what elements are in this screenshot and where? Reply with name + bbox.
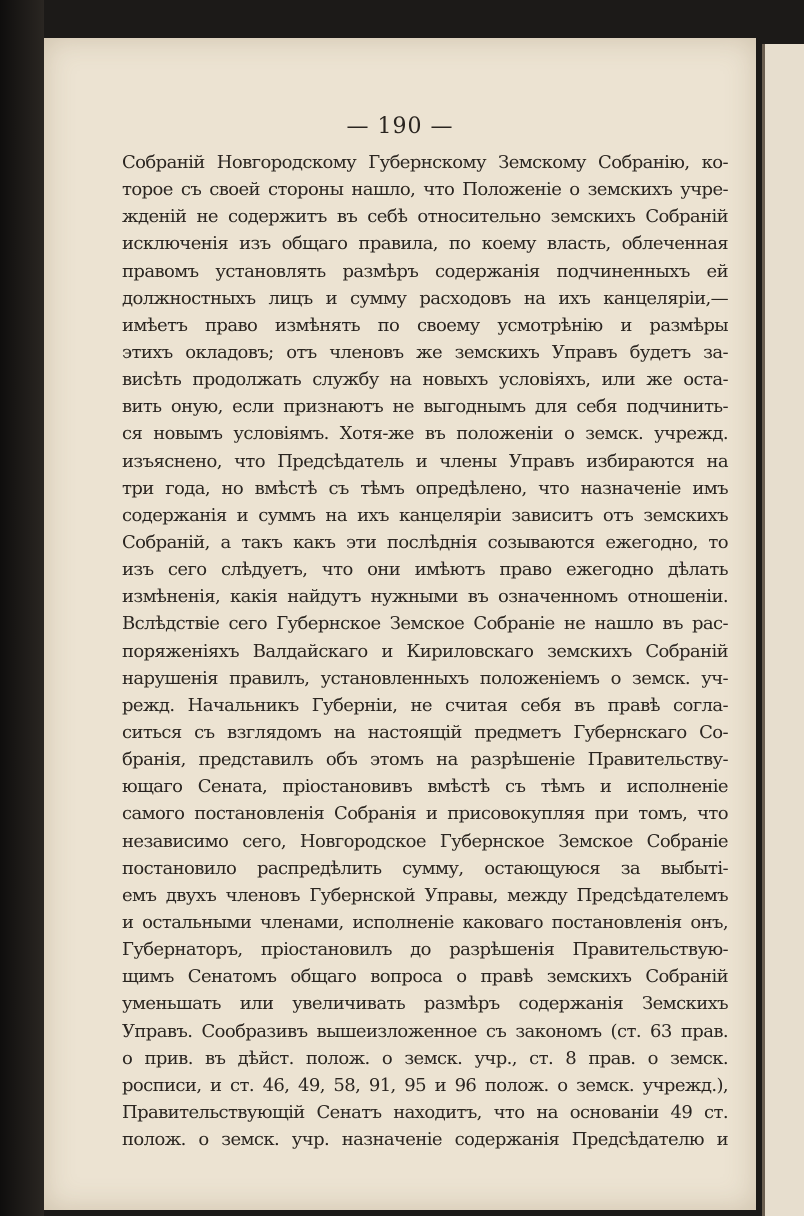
text-line: Правительствующій Сенатъ находитъ, что на основаніи 49 ст. [122,1101,728,1123]
text-line: Управъ. Сообразивъ вышеизложенное съ закономъ (ст. 63 прав. [122,1020,728,1042]
text-line: ющаго Сената, пріостановивъ вмѣстѣ съ тѣмъ и исполненіе [122,776,728,798]
text-line: торое съ своей стороны нашло, что Положеніе о земскихъ учре- [122,179,728,201]
text-line: режд. Начальникъ Губерніи, не считая себя въ правѣ согла- [122,694,728,716]
text-line: Собраній, а такъ какъ эти послѣднія созываются ежегодно, то [122,531,728,553]
text-line: уменьшать или увеличивать размѣръ содержанія Земскихъ [122,993,728,1015]
text-line: содержанія и суммъ на ихъ канцеляріи зависитъ отъ земскихъ [122,504,728,526]
adjacent-page-edge [762,44,804,1216]
text-line: должностныхъ лицъ и сумму расходовъ на ихъ канцеляріи,— [122,287,728,309]
page-number: — 190 — [346,114,454,139]
text-line: Вслѣдствіе сего Губернское Земское Собраніе не нашло въ рас- [122,613,728,635]
text-line: поряженіяхъ Валдайскаго и Кириловскаго земскихъ Собраній [122,640,728,662]
text-line: и остальными членами, исполненіе каковаго постановленія онъ, [122,911,728,933]
text-line: самого постановленія Собранія и присовокупляя при томъ, что [122,803,728,825]
text-line: изъ сего слѣдуетъ, что они имѣютъ право ежегодно дѣлать [122,559,728,581]
text-line: Губернаторъ, пріостановилъ до разрѣшенія Правительствую- [122,939,728,961]
text-line: висѣть продолжать службу на новыхъ условіяхъ, или же оста- [122,369,728,391]
text-line: Собраній Новгородскому Губернскому Земскому Собранію, ко- [122,152,728,173]
text-line: правомъ установлять размѣръ содержанія подчиненныхъ ей [122,260,728,282]
text-line: исключенія изъ общаго правила, по коему власть, облеченная [122,233,728,255]
text-line: независимо сего, Новгородское Губернское Земское Собраніе [122,830,728,852]
body-text [122,149,728,1153]
text-line: полож. о земск. учр. назначеніе содержанія Предсѣдателю и [122,1129,728,1151]
text-line: измѣненія, какія найдутъ нужными въ означенномъ отношеніи. [122,586,728,608]
text-line: этихъ окладовъ; отъ членовъ же земскихъ Управъ будетъ за- [122,341,728,363]
text-line: имѣетъ право измѣнять по своему усмотрѣнію и размѣры [122,314,728,336]
book-page [44,38,756,1210]
text-line: о прив. въ дѣйст. полож. о земск. учр., ст. 8 прав. о земск. [122,1047,728,1069]
text-line: ся новымъ условіямъ. Хотя-же въ положеніи о земск. учрежд. [122,423,728,445]
scan-left-shadow [0,0,44,1216]
text-line: росписи, и ст. 46, 49, 58, 91, 95 и 96 полож. о земск. учрежд.), [122,1074,728,1096]
text-line: постановило распредѣлить сумму, остающуюся за выбытi- [122,857,728,879]
text-line: нарушенія правилъ, установленныхъ положеніемъ о земск. уч- [122,667,728,689]
text-line: ситься съ взглядомъ на настоящій предметъ Губернскаго Со- [122,721,728,743]
text-line: щимъ Сенатомъ общаго вопроса о правѣ земскихъ Собраній [122,966,728,988]
text-line: емъ двухъ членовъ Губернской Управы, между Предсѣдателемъ [122,884,728,906]
text-line: вить оную, если признаютъ не выгоднымъ для себя подчинить- [122,396,728,418]
text-line: бранія, представилъ объ этомъ на разрѣшеніе Правительству- [122,749,728,771]
text-line: три года, но вмѣстѣ съ тѣмъ опредѣлено, что назначеніе имъ [122,477,728,499]
text-line: изъяснено, что Предсѣдатель и члены Управъ избираются на [122,450,728,472]
text-line: жденій не содержитъ въ себѣ относительно земскихъ Собраній [122,206,728,228]
